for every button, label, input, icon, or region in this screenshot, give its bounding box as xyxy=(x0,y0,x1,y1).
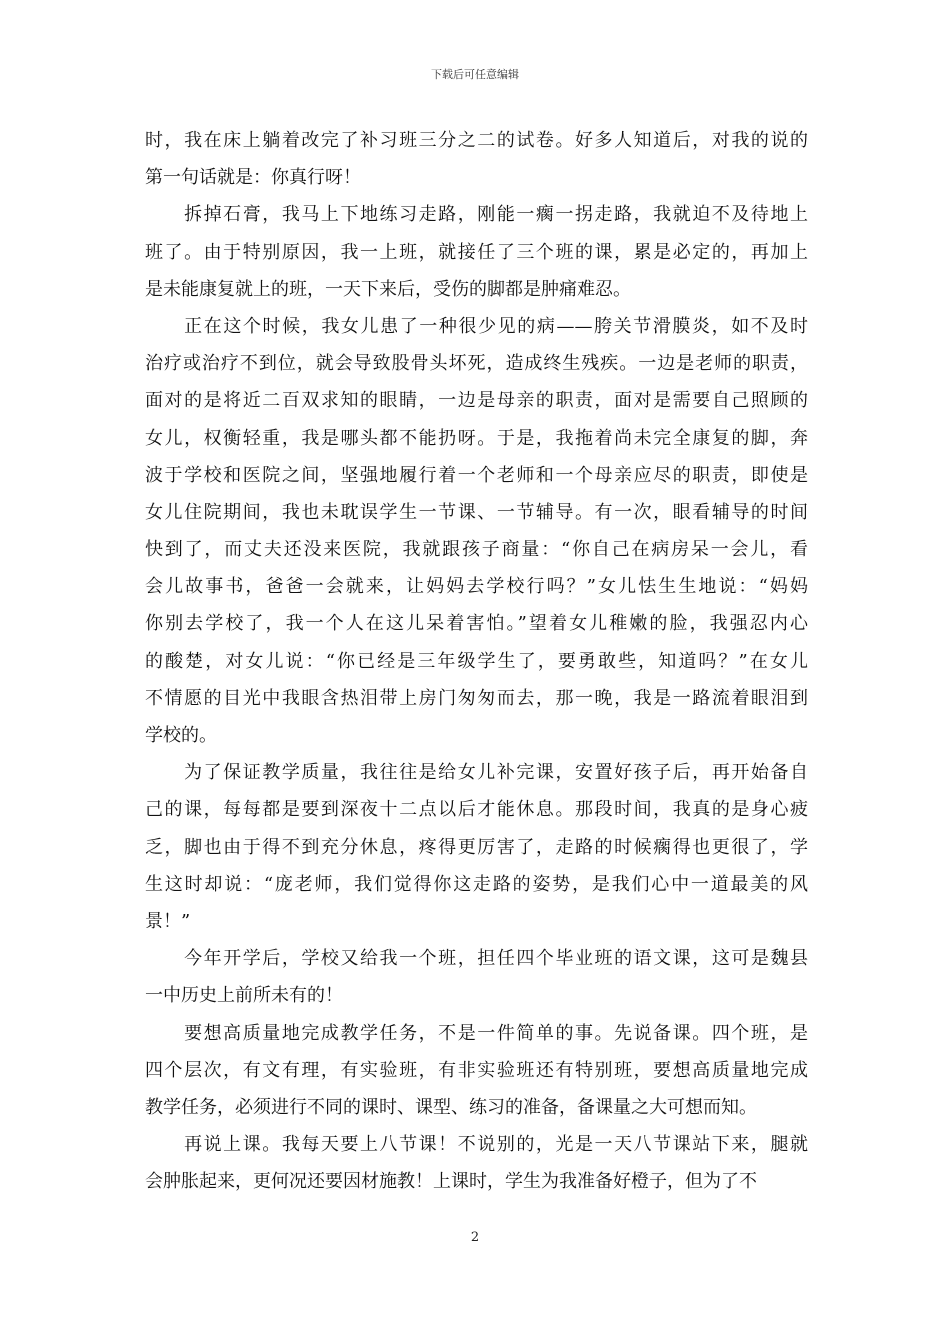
text-line: 拆掉石膏，我马上下地练习走路，刚能一瘸一拐走路，我就迫不及待地上 xyxy=(145,204,808,226)
text-line: 再说上课。我每天要上八节课！不说别的，光是一天八节课站下来，腿就 xyxy=(145,1134,808,1156)
text-line: 正在这个时候，我女儿患了一种很少见的病——胯关节滑膜炎，如不及时 xyxy=(145,315,808,337)
text-line: 教学任务，必须进行不同的课时、课型、练习的准备，备课量之大可想而知。 xyxy=(145,1096,757,1118)
page-header: 下载后可任意编辑 xyxy=(431,68,519,81)
text-line: 不情愿的目光中我眼含热泪带上房门匆匆而去，那一晚，我是一路流着眼泪到 xyxy=(145,687,808,709)
text-line: 波于学校和医院之间，坚强地履行着一个老师和一个母亲应尽的职责，即使是 xyxy=(145,464,808,486)
text-line: 面对的是将近二百双求知的眼睛，一边是母亲的职责，面对是需要自己照顾的 xyxy=(145,390,808,412)
paragraph xyxy=(145,122,808,196)
text-line: 乏，脚也由于得不到充分休息，疼得更厉害了，走路的时候瘸得也更很了，学 xyxy=(145,836,808,858)
paragraph xyxy=(145,754,808,940)
text-line: 时，我在床上躺着改完了补习班三分之二的试卷。好多人知道后，对我的说的 xyxy=(145,130,808,151)
text-line: 要想高质量地完成教学任务，不是一件简单的事。先说备课。四个班，是 xyxy=(145,1022,808,1044)
text-line: 会儿故事书，爸爸一会就来，让妈妈去学校行吗？”女儿怯生生地说：“妈妈 xyxy=(145,576,808,598)
text-line: 治疗或治疗不到位，就会导致股骨头坏死，造成终生残疾。一边是老师的职责， xyxy=(145,353,808,375)
document-body xyxy=(145,122,808,1200)
text-line: 的酸楚，对女儿说：“你已经是三年级学生了，要勇敢些，知道吗？”在女儿 xyxy=(145,650,808,672)
paragraph xyxy=(145,1126,808,1200)
text-line: 今年开学后，学校又给我一个班，担任四个毕业班的语文课，这可是魏县 xyxy=(145,948,808,970)
text-line: 四个层次，有文有理，有实验班，有非实验班还有特别班，要想高质量地完成 xyxy=(145,1059,808,1081)
text-line: 己的课，每每都是要到深夜十二点以后才能休息。那段时间，我真的是身心疲 xyxy=(145,799,808,821)
text-line: 女儿，权衡轻重，我是哪头都不能扔呀。于是，我拖着尚未完全康复的脚，奔 xyxy=(145,427,808,449)
page-number: 2 xyxy=(470,1230,480,1245)
text-line: 是未能康复就上的班，一天下来后，受伤的脚都是肿痛难忍。 xyxy=(145,278,631,300)
paragraph xyxy=(145,308,808,754)
text-line: 生这时却说：“庞老师，我们觉得你这走路的姿势，是我们心中一道最美的风 xyxy=(145,873,808,895)
paragraph xyxy=(145,940,808,1014)
paragraph xyxy=(145,196,808,308)
text-line: 快到了，而丈夫还没来医院，我就跟孩子商量：“你自己在病房呆一会儿，看 xyxy=(145,539,808,561)
text-line: 为了保证教学质量，我往往是给女儿补完课，安置好孩子后，再开始备自 xyxy=(145,762,808,784)
text-line: 会肿胀起来，更何况还要因材施教！上课时，学生为我准备好橙子，但为了不 xyxy=(145,1171,757,1193)
text-line: 学校的。 xyxy=(145,725,217,746)
text-line: 第一句话就是：你真行呀！ xyxy=(145,167,361,189)
paragraph xyxy=(145,1015,808,1127)
text-line: 女儿住院期间，我也未耽误学生一节课、一节辅导。有一次，眼看辅导的时间 xyxy=(145,501,808,523)
text-line: 班了。由于特别原因，我一上班，就接任了三个班的课，累是必定的，再加上 xyxy=(145,241,808,263)
text-line: 你别去学校了，我一个人在这儿呆着害怕。”望着女儿稚嫩的脸，我强忍内心 xyxy=(145,613,808,635)
text-line: 景！” xyxy=(145,910,191,932)
text-line: 一中历史上前所未有的！ xyxy=(145,985,343,1007)
